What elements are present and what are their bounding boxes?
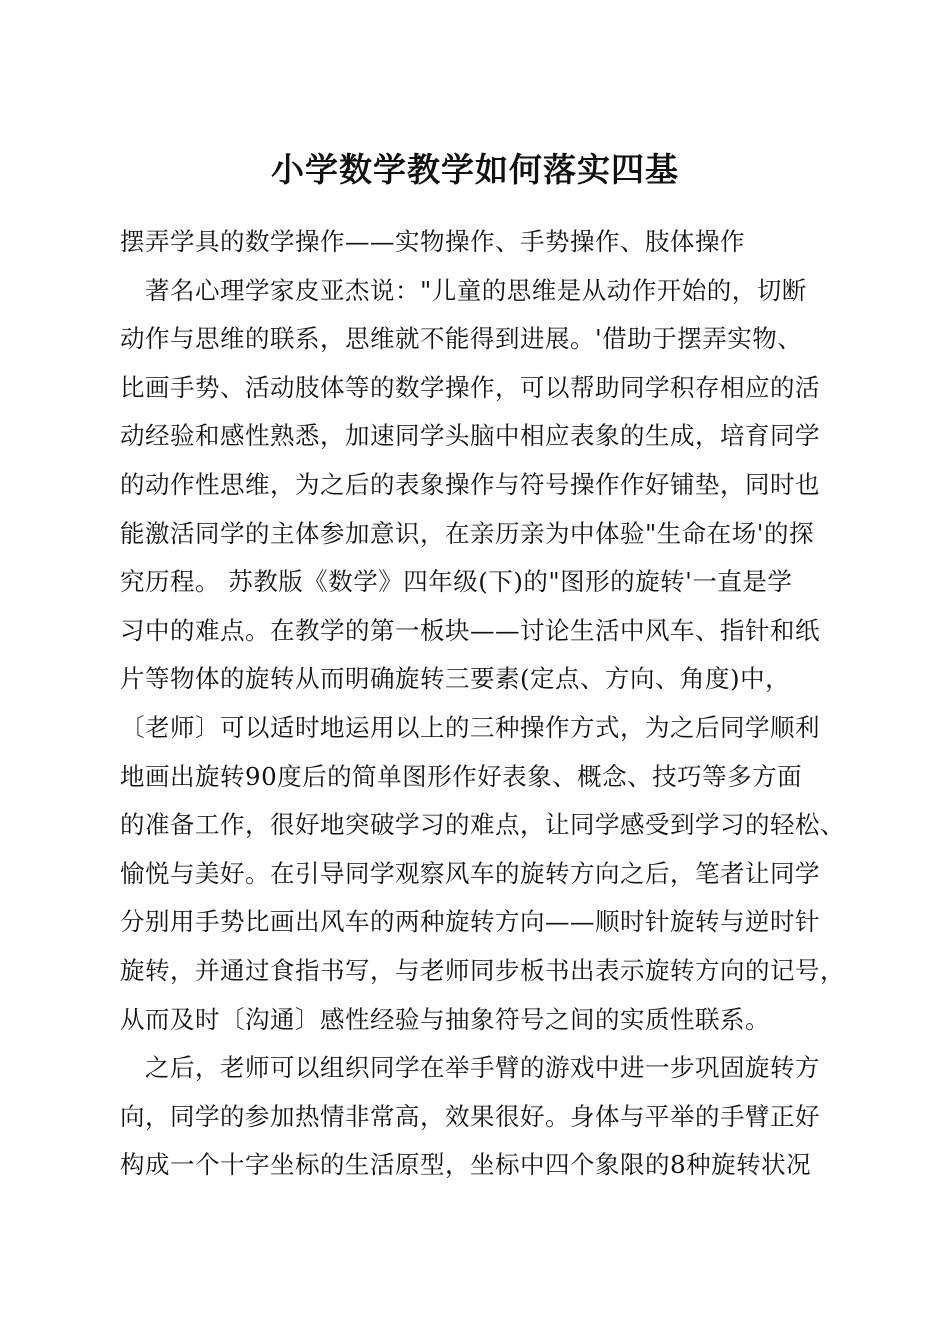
text-line: 究历程。 苏教版《数学》四年级(下)的"图形的旋转'一直是学 (120, 567, 793, 597)
text-line: 〔老师〕可以适时地运用以上的三种操作方式，为之后同学顺利 (120, 712, 820, 742)
text-line: 分别用手势比画出风车的两种旋转方向——顺时针旋转与逆时针 (120, 907, 820, 937)
text-line: 习中的难点。在教学的第一板块——讨论生活中风车、指针和纸 (120, 615, 820, 645)
text-line: 摆弄学具的数学操作——实物操作、手势操作、肢体操作 (120, 227, 745, 256)
text-line: 地画出旋转90度后的简单图形作好表象、概念、技巧等多方面 (120, 761, 803, 791)
text-line: 能激活同学的主体参加意识，在亲历亲为中体验"生命在场'的探 (120, 518, 815, 548)
text-line: 构成一个十字坐标的生活原型，坐标中四个象限的8种旋转状况 (120, 1150, 812, 1180)
text-line: 动作与思维的联系，思维就不能得到进展。'借助于摆弄实物、 (120, 324, 803, 354)
text-line: 的动作性思维，为之后的表象操作与符号操作作好铺垫，同时也 (120, 469, 820, 499)
text-line: 愉悦与美好。在引导同学观察风车的旋转方向之后，笔者让同学 (120, 858, 820, 888)
text-line: 的准备工作，很好地突破学习的难点，让同学感受到学习的轻松、 (120, 810, 845, 840)
text-line: 旋转，并通过食指书写，与老师同步板书出表示旋转方向的记号， (120, 955, 845, 985)
text-line: 向，同学的参加热情非常高，效果很好。身体与平举的手臂正好 (120, 1101, 820, 1131)
document-body (120, 218, 880, 1190)
text-line: 从而及时〔沟通〕感性经验与抽象符号之间的实质性联系。 (120, 1004, 770, 1034)
text-line: 之后，老师可以组织同学在举手臂的游戏中进一步巩固旋转方 (145, 1053, 820, 1083)
document-title: 小学数学教学如何落实四基 (271, 150, 679, 189)
text-line: 动经验和感性熟悉，加速同学头脑中相应表象的生成，培育同学 (120, 421, 820, 451)
text-line: 著名心理学家皮亚杰说："儿童的思维是从动作开始的，切断 (145, 275, 807, 305)
text-line: 片等物体的旋转从而明确旋转三要素(定点、方向、角度)中， (120, 664, 791, 694)
text-line: 比画手势、活动肢体等的数学操作，可以帮助同学积存相应的活 (120, 372, 820, 402)
